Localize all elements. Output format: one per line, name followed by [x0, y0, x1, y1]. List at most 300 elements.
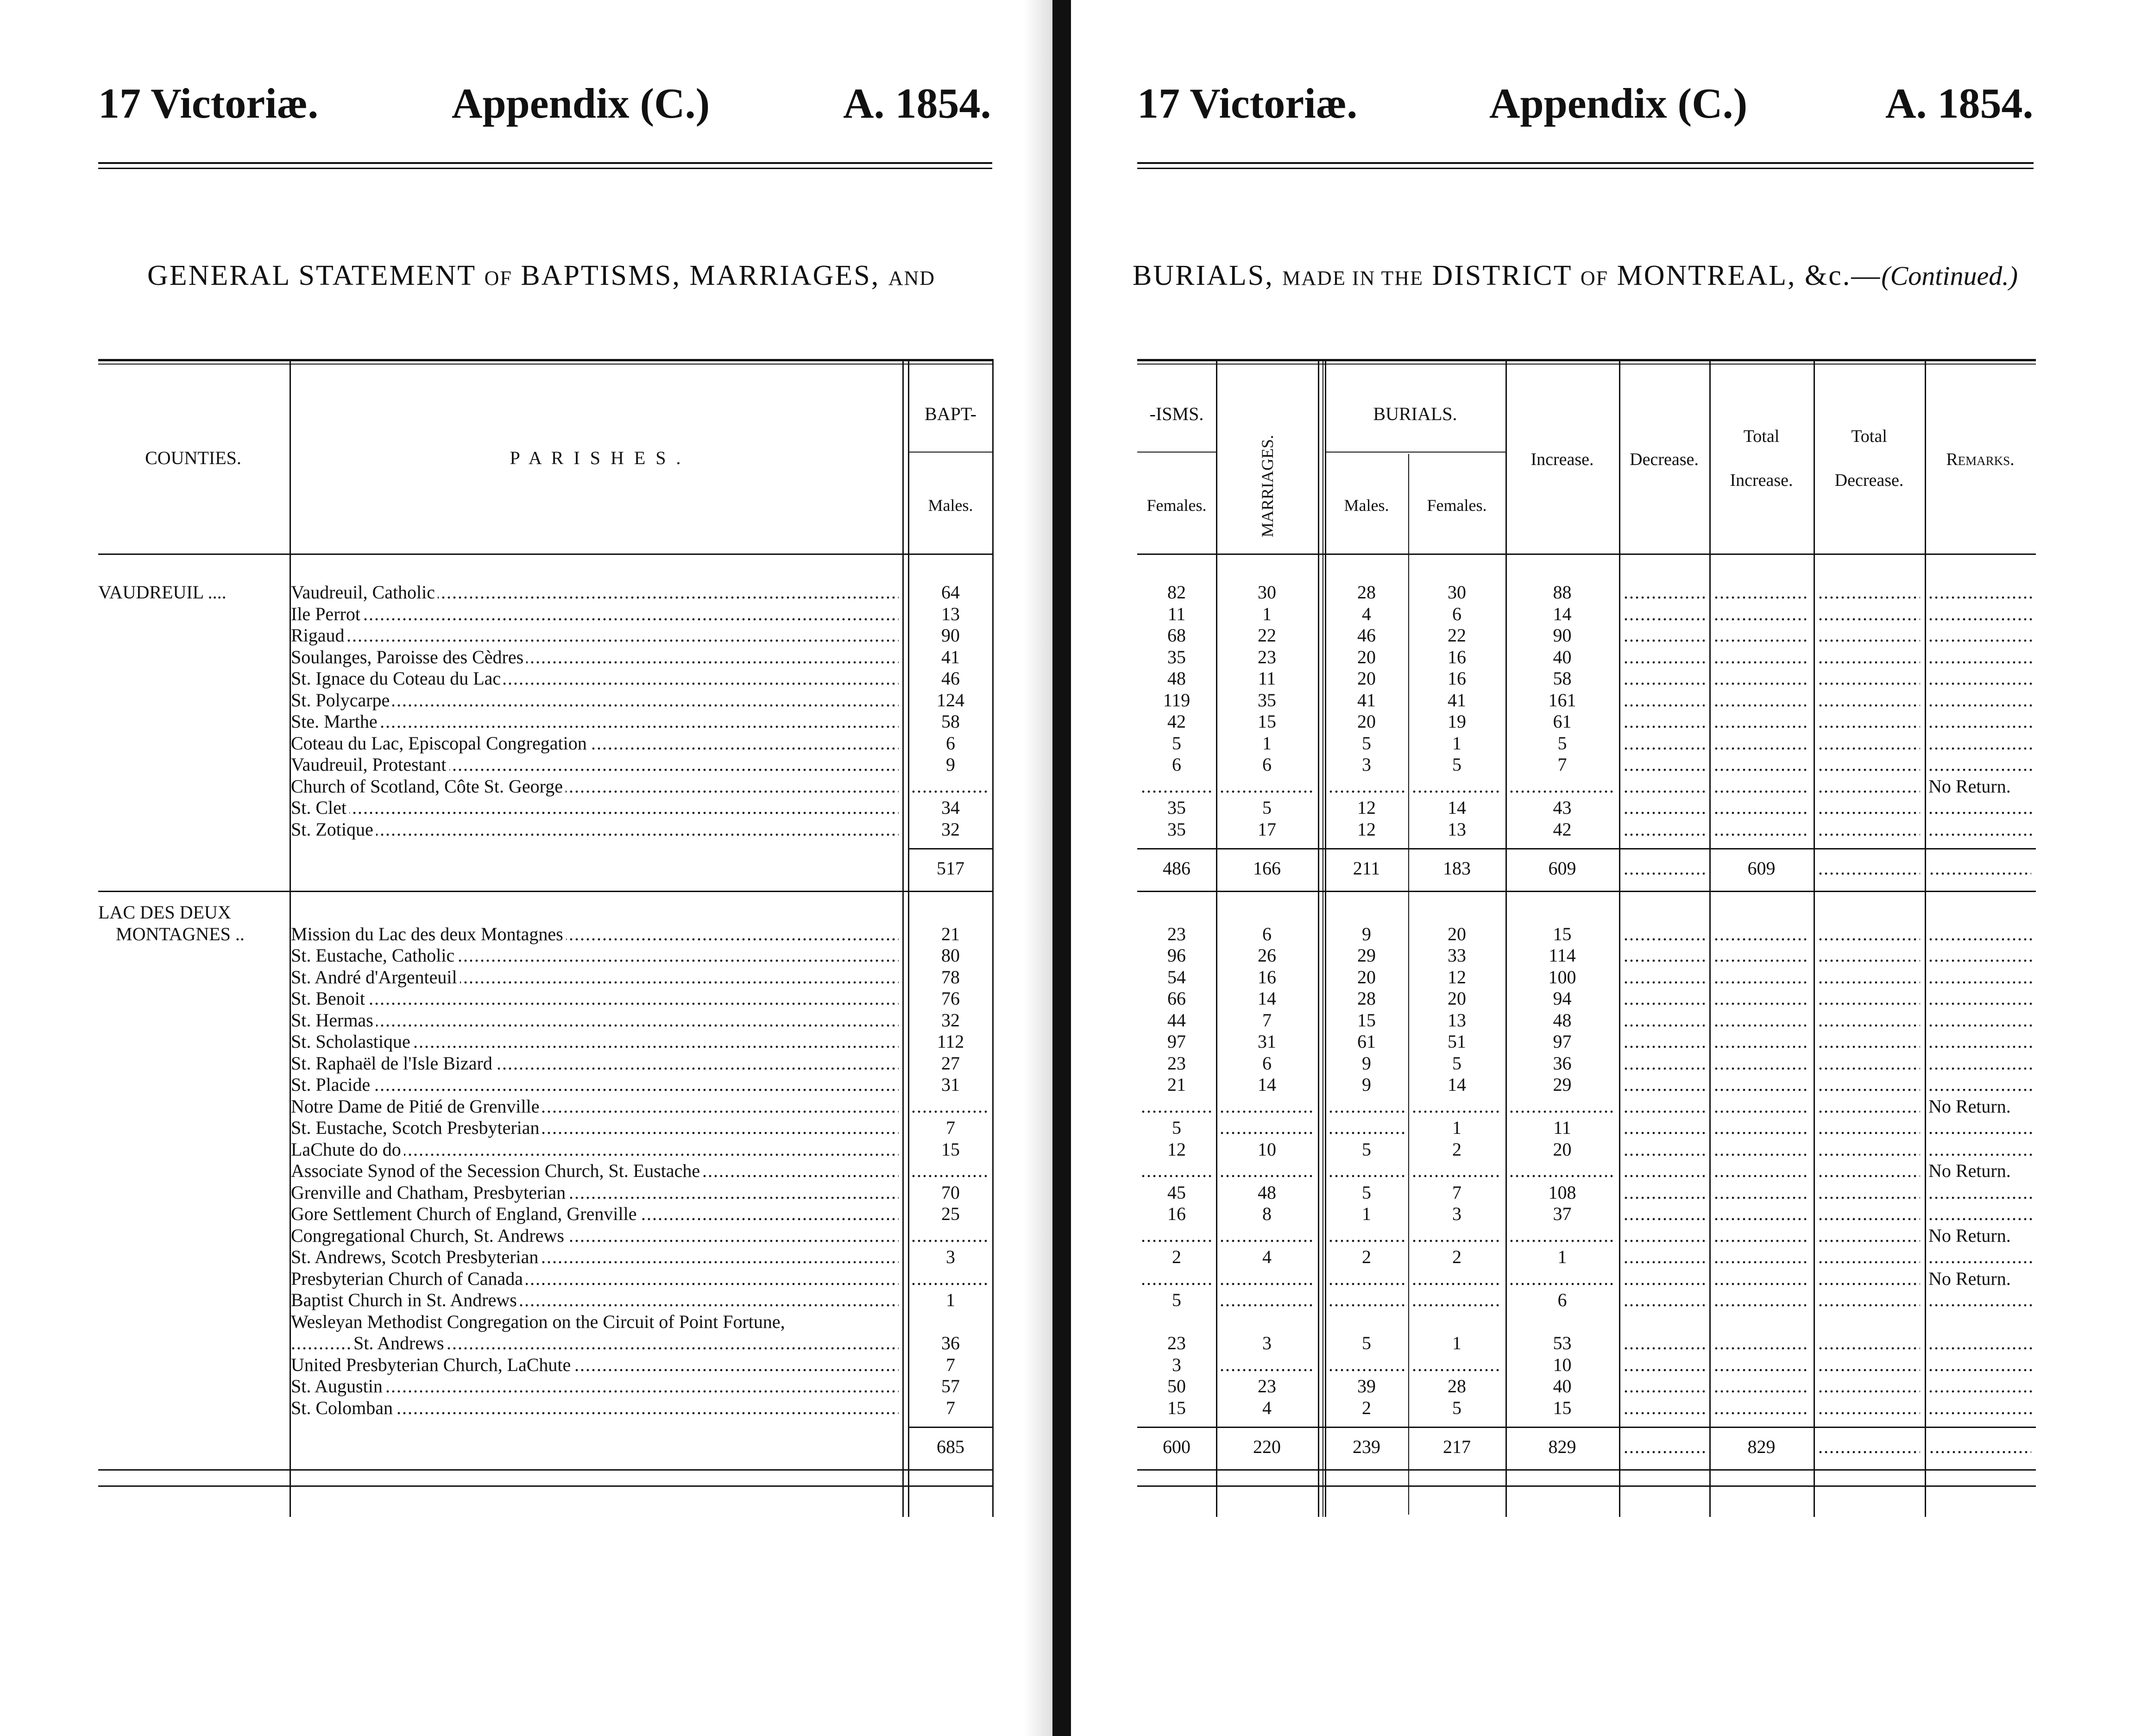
table-rule: [98, 364, 992, 365]
burials-females: 51: [1448, 1031, 1466, 1052]
column-header-burials: BURIALS.: [1373, 403, 1457, 424]
increase: 97: [1553, 1031, 1572, 1052]
burials-males: 3: [1362, 754, 1371, 775]
table-row: [1075, 988, 2154, 1009]
leader-dots: [1929, 857, 2031, 879]
marriages: 11: [1258, 668, 1276, 689]
leader-dots: [291, 624, 899, 646]
parish-name: St. Augustin: [291, 1375, 385, 1397]
burials-females: 19: [1448, 711, 1466, 732]
leader-dots: [1624, 624, 1705, 646]
marriages: 26: [1258, 945, 1276, 966]
leader-dots: [1928, 1117, 2032, 1138]
leader-dots: [1928, 754, 2032, 775]
marriages: 6: [1262, 1052, 1272, 1074]
total-burials-males: 239: [1353, 1436, 1380, 1457]
leader-dots: [1928, 797, 2032, 818]
baptisms-females: 23: [1167, 923, 1186, 944]
leader-dots: [1220, 1160, 1314, 1182]
marriages: 31: [1258, 1031, 1276, 1052]
header-rule: [98, 168, 992, 169]
leader-dots: [291, 797, 899, 818]
parish-name: St. Andrews: [353, 1332, 447, 1354]
baptisms-females: 5: [1172, 1117, 1181, 1138]
baptisms-males: 21: [941, 923, 960, 944]
leader-dots: [1714, 923, 1809, 945]
increase: 11: [1553, 1117, 1571, 1138]
marriages: 6: [1262, 923, 1272, 944]
leader-dots: [1624, 1268, 1705, 1289]
column-header-remarks: Remarks.: [1946, 450, 2015, 469]
leader-dots: [1412, 1354, 1502, 1376]
burials-males: 9: [1362, 923, 1371, 944]
table-row: [0, 797, 1038, 818]
parish-name: Gore Settlement Church of England, Grenville: [291, 1203, 639, 1225]
increase: 10: [1553, 1354, 1572, 1375]
total-burials-females: 217: [1443, 1436, 1471, 1457]
parish-name: United Presbyterian Church, LaChute: [291, 1354, 573, 1376]
table-row: [1075, 581, 2154, 603]
total-baptisms-females: 600: [1163, 1436, 1190, 1457]
leader-dots: [1928, 603, 2032, 625]
remarks: No Return.: [1928, 1225, 2011, 1246]
leader-dots: [1818, 1354, 1920, 1376]
burials-males: 46: [1357, 625, 1376, 646]
marriages: 8: [1262, 1203, 1272, 1224]
table-row: [0, 1332, 1038, 1354]
parish-name: Wesleyan Methodist Congregation on the Circuit of Point Fortune,: [291, 1311, 788, 1333]
baptisms-females: 44: [1167, 1009, 1186, 1031]
baptisms-females: 50: [1167, 1376, 1186, 1396]
leader-dots: [291, 1074, 899, 1095]
leader-dots: [1141, 775, 1212, 797]
leader-dots: [1714, 689, 1809, 711]
leader-dots: [1624, 603, 1705, 625]
leader-dots: [1624, 1436, 1705, 1458]
total-row: [1075, 1436, 2154, 1458]
table-row: [1075, 1225, 2154, 1246]
table-row: [1075, 944, 2154, 966]
baptisms-females: 11: [1167, 603, 1186, 624]
baptisms-females: 66: [1167, 988, 1186, 1009]
leader-dots: [1928, 1203, 2032, 1225]
table-row: [1075, 1160, 2154, 1182]
table-row: [0, 1268, 1038, 1289]
table-row: [0, 1203, 1038, 1225]
leader-dots: [1141, 1095, 1212, 1117]
total-rule: [908, 1427, 992, 1428]
leader-dots: [1624, 923, 1705, 945]
leader-dots: [1928, 689, 2032, 711]
leader-dots: [1624, 857, 1705, 879]
marriages: 3: [1262, 1333, 1272, 1353]
leader-dots: [1818, 966, 1920, 988]
parish-name: St. Benoit: [291, 988, 368, 1009]
total-increase-sum: 829: [1747, 1436, 1776, 1457]
total-rule: [908, 848, 992, 849]
baptisms-males: 70: [941, 1182, 960, 1203]
marriages: 23: [1258, 646, 1276, 667]
year-label: A. 1854.: [843, 80, 991, 127]
total-burials-females: 183: [1443, 858, 1471, 879]
burials-females: 16: [1448, 668, 1466, 689]
leader-dots: [1329, 1095, 1405, 1117]
table-row: [0, 603, 1038, 625]
leader-dots: [1509, 1268, 1615, 1289]
increase: 90: [1553, 625, 1572, 646]
baptisms-males: 78: [941, 966, 960, 988]
leader-dots: [1624, 754, 1705, 775]
table-row: [0, 1375, 1038, 1397]
baptisms-males: 32: [941, 1009, 960, 1031]
table-row: [0, 1160, 1038, 1182]
burials-males: 1: [1362, 1203, 1371, 1224]
baptisms-females: 35: [1167, 818, 1186, 840]
baptisms-females: 5: [1172, 1289, 1181, 1310]
leader-dots: [1818, 988, 1920, 1009]
table-rule: [1325, 452, 1505, 453]
table-row: [0, 1074, 1038, 1095]
leader-dots: [1714, 1009, 1809, 1031]
baptisms-females: 21: [1167, 1074, 1186, 1095]
leader-dots: [1928, 818, 2032, 840]
leader-dots: [1412, 1289, 1502, 1311]
total-baptisms-males: 685: [937, 1436, 964, 1457]
burials-males: 28: [1357, 988, 1376, 1009]
increase: 40: [1553, 646, 1572, 667]
leader-dots: [1818, 775, 1920, 797]
increase: 53: [1553, 1333, 1572, 1353]
leader-dots: [1509, 1225, 1615, 1246]
leader-dots: [1714, 646, 1809, 668]
baptisms-males: 9: [946, 754, 955, 775]
burials-males: 20: [1357, 668, 1376, 689]
marriages: 10: [1258, 1138, 1276, 1160]
leader-dots: [1714, 1203, 1809, 1225]
table-row: [0, 711, 1038, 732]
leader-dots: [1818, 1203, 1920, 1225]
table-row: [1075, 1246, 2154, 1268]
leader-dots: [1329, 1289, 1405, 1311]
baptisms-males: 7: [946, 1397, 955, 1418]
increase: 114: [1549, 945, 1576, 966]
increase: 61: [1553, 711, 1572, 732]
leader-dots: [1928, 1397, 2032, 1419]
total-rule: [1137, 1427, 2036, 1428]
parish-name: St. Raphaël de l'Isle Bizard: [291, 1052, 495, 1074]
leader-dots: [1928, 1182, 2032, 1203]
county-name: LAC DES DEUX: [98, 902, 231, 923]
leader-dots: [1412, 1225, 1502, 1246]
header-rule: [1137, 162, 2034, 164]
burials-females: 5: [1452, 1052, 1461, 1074]
leader-dots: [1714, 1397, 1809, 1419]
marriages: 14: [1258, 988, 1276, 1009]
leader-dots: [1624, 1117, 1705, 1138]
increase: 7: [1557, 754, 1567, 775]
table-row: [0, 667, 1038, 689]
column-header-marriages: MARRIAGES.: [1258, 434, 1277, 537]
column-header-females: Females.: [1146, 496, 1207, 515]
burials-males: 61: [1357, 1031, 1376, 1052]
leader-dots: [1714, 1354, 1809, 1376]
marriages: 15: [1258, 711, 1276, 732]
leader-dots: [1329, 1160, 1405, 1182]
increase: 5: [1557, 732, 1567, 754]
table-row: [0, 646, 1038, 668]
leader-dots: [1818, 818, 1920, 840]
binding-gutter: [1052, 0, 1071, 1736]
table-row: [1075, 1182, 2154, 1203]
baptisms-females: 54: [1167, 966, 1186, 988]
increase: 58: [1553, 668, 1572, 689]
parish-name: St. Placide: [291, 1074, 373, 1095]
marriages: 4: [1262, 1397, 1272, 1418]
leader-dots: [911, 1225, 990, 1246]
leader-dots: [291, 603, 899, 625]
table-row: [0, 818, 1038, 840]
parish-name: St. Andrews, Scotch Presbyterian: [291, 1246, 541, 1268]
leader-dots: [1714, 603, 1809, 625]
leader-dots: [1714, 1074, 1809, 1095]
table-row: [1075, 711, 2154, 732]
column-header-males: Males.: [928, 496, 973, 515]
regnal-year: 17 Victoriæ.: [98, 80, 319, 127]
marriages: 35: [1258, 689, 1276, 711]
burials-males: 9: [1362, 1074, 1371, 1095]
marriages: 23: [1258, 1376, 1276, 1396]
leader-dots: [1818, 1375, 1920, 1397]
baptisms-males: 3: [946, 1246, 955, 1267]
table-row: [1075, 1009, 2154, 1031]
leader-dots: [1928, 944, 2032, 966]
parish-name: St. Eustache, Catholic: [291, 944, 457, 966]
section-rule: [1137, 1469, 2036, 1471]
table-row: [1075, 1354, 2154, 1376]
table-row: [0, 1117, 1038, 1138]
leader-dots: [1818, 1246, 1920, 1268]
table-row: [0, 1397, 1038, 1419]
table-row: [1075, 646, 2154, 668]
baptisms-females: 45: [1167, 1182, 1186, 1203]
burials-females: 20: [1448, 988, 1466, 1009]
leader-dots: [291, 711, 899, 732]
leader-dots: [1714, 1182, 1809, 1203]
burials-females: 28: [1448, 1376, 1466, 1396]
leader-dots: [1714, 1138, 1809, 1160]
baptisms-females: 35: [1167, 797, 1186, 818]
remarks: No Return.: [1928, 1268, 2011, 1289]
leader-dots: [1624, 689, 1705, 711]
leader-dots: [1624, 646, 1705, 668]
leader-dots: [1818, 667, 1920, 689]
total-baptisms-females: 486: [1163, 858, 1190, 879]
burials-females: 7: [1452, 1182, 1461, 1203]
appendix-label: Appendix (C.): [1489, 80, 1748, 127]
column-header-decrease: Decrease.: [1630, 450, 1699, 469]
leader-dots: [1818, 1009, 1920, 1031]
burials-males: 20: [1357, 711, 1376, 732]
baptisms-males: 80: [941, 945, 960, 966]
leader-dots: [1624, 1225, 1705, 1246]
leader-dots: [1714, 1225, 1809, 1246]
leader-dots: [1714, 1117, 1809, 1138]
total-baptisms-males: 517: [937, 858, 964, 879]
county-name: MONTAGNES ..: [116, 923, 245, 944]
baptisms-females: 42: [1167, 711, 1186, 732]
column-header-parishes: P A R I S H E S .: [510, 447, 684, 468]
table-row: [1075, 1268, 2154, 1289]
leader-dots: [1220, 1354, 1314, 1376]
burials-females: 3: [1452, 1203, 1461, 1224]
total-row: [0, 857, 1038, 879]
leader-dots: [1818, 1095, 1920, 1117]
increase: 42: [1553, 818, 1572, 840]
table-row: [0, 988, 1038, 1009]
table-row: [1075, 732, 2154, 754]
table-row: [1075, 1203, 2154, 1225]
leader-dots: [1624, 818, 1705, 840]
table-row: [1075, 667, 2154, 689]
baptisms-females: 16: [1167, 1203, 1186, 1224]
leader-dots: [1141, 1268, 1212, 1289]
leader-dots: [1329, 1117, 1405, 1138]
table-row: [1075, 1052, 2154, 1074]
table-row: [1075, 689, 2154, 711]
parish-name: Vaudreuil, Protestant: [291, 754, 449, 775]
baptisms-females: 23: [1167, 1052, 1186, 1074]
marriages: 1: [1262, 732, 1272, 754]
burials-females: 6: [1452, 603, 1461, 624]
parish-name: St. Zotique: [291, 818, 376, 840]
burials-females: 14: [1448, 1074, 1466, 1095]
table-row: [1075, 1031, 2154, 1052]
table-row: [1075, 1375, 2154, 1397]
leader-dots: [1928, 646, 2032, 668]
remarks: No Return.: [1928, 1095, 2011, 1117]
leader-dots: [1714, 711, 1809, 732]
leader-dots: [1818, 1138, 1920, 1160]
baptisms-females: 82: [1167, 582, 1186, 603]
leader-dots: [1818, 1052, 1920, 1074]
leader-dots: [1928, 988, 2032, 1009]
increase: 1: [1557, 1246, 1567, 1267]
baptisms-males: 13: [941, 603, 960, 624]
table-row: [0, 944, 1038, 966]
parish-name: Ile Perrot: [291, 603, 363, 625]
leader-dots: [1412, 775, 1502, 797]
parish-name: Associate Synod of the Secession Church, St. Eustache: [291, 1160, 703, 1182]
leader-dots: [1624, 1289, 1705, 1311]
parish-name: St. Ignace du Coteau du Lac: [291, 667, 504, 689]
marriages: 4: [1262, 1246, 1272, 1267]
leader-dots: [1624, 1160, 1705, 1182]
burials-males: 5: [1362, 1333, 1371, 1353]
leader-dots: [1928, 1246, 2032, 1268]
leader-dots: [1714, 818, 1809, 840]
leader-dots: [1818, 754, 1920, 775]
leader-dots: [1818, 923, 1920, 945]
baptisms-females: 3: [1172, 1354, 1181, 1375]
increase: 40: [1553, 1376, 1572, 1396]
baptisms-females: 15: [1167, 1397, 1186, 1418]
burials-males: 5: [1362, 1138, 1371, 1160]
leader-dots: [1928, 966, 2032, 988]
burials-females: 1: [1452, 732, 1461, 754]
burials-males: 41: [1357, 689, 1376, 711]
leader-dots: [1624, 667, 1705, 689]
leader-dots: [1928, 1031, 2032, 1052]
leader-dots: [1714, 1052, 1809, 1074]
column-header-increase: Increase.: [1530, 450, 1594, 469]
parish-name: Baptist Church in St. Andrews: [291, 1289, 520, 1311]
baptisms-males: 58: [941, 711, 960, 732]
total-marriages: 220: [1253, 1436, 1281, 1457]
leader-dots: [1714, 1031, 1809, 1052]
baptisms-males: 112: [937, 1031, 964, 1052]
burials-males: 5: [1362, 1182, 1371, 1203]
parish-name: Rigaud: [291, 624, 347, 646]
regnal-year: 17 Victoriæ.: [1137, 80, 1358, 127]
leader-dots: [1509, 1095, 1615, 1117]
leader-dots: [1141, 1225, 1212, 1246]
parish-name: St. Colomban: [291, 1397, 396, 1419]
leader-dots: [911, 1268, 990, 1289]
leader-dots: [1141, 1160, 1212, 1182]
leader-dots: [1220, 1268, 1314, 1289]
marriages: 1: [1262, 603, 1272, 624]
burials-females: 5: [1452, 754, 1461, 775]
increase: 6: [1557, 1289, 1567, 1310]
total-increase-sum: 609: [1747, 858, 1776, 879]
leader-dots: [291, 818, 899, 840]
leader-dots: [1220, 1289, 1314, 1311]
leader-dots: [1818, 1289, 1920, 1311]
leader-dots: [1624, 1332, 1705, 1354]
increase: 108: [1548, 1182, 1576, 1203]
leader-dots: [1220, 775, 1314, 797]
burials-females: 12: [1448, 966, 1466, 988]
baptisms-males: 6: [946, 732, 955, 754]
table-rule: [98, 359, 992, 361]
baptisms-females: 97: [1167, 1031, 1186, 1052]
table-row: [0, 754, 1038, 775]
column-header-total-decrease: Total: [1851, 427, 1887, 446]
marriages: 6: [1262, 754, 1272, 775]
burials-females: 41: [1448, 689, 1466, 711]
leader-dots: [1818, 732, 1920, 754]
leader-dots: [1624, 775, 1705, 797]
leader-dots: [1624, 1246, 1705, 1268]
leader-dots: [1928, 1074, 2032, 1095]
leader-dots: [1624, 581, 1705, 603]
baptisms-males: 41: [941, 646, 960, 667]
total-marriages: 166: [1253, 858, 1281, 879]
parish-name: Grenville and Chatham, Presbyterian: [291, 1182, 568, 1203]
table-row: [0, 1246, 1038, 1268]
total-row: [1075, 857, 2154, 879]
leader-dots: [1928, 923, 2032, 945]
total-increase: 829: [1548, 1436, 1576, 1457]
leader-dots: [1412, 1095, 1502, 1117]
leader-dots: [1928, 667, 2032, 689]
burials-females: 1: [1452, 1117, 1461, 1138]
table-row: [1075, 966, 2154, 988]
table-rule: [1137, 359, 2036, 361]
increase: 161: [1548, 689, 1576, 711]
leader-dots: [1714, 1289, 1809, 1311]
total-burials-males: 211: [1353, 858, 1380, 879]
